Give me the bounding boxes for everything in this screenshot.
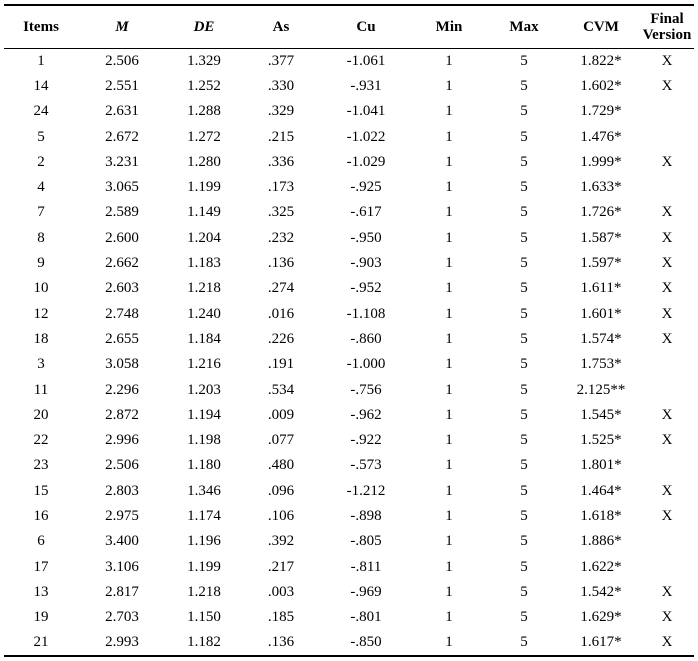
cell-min: 1 [445,204,453,221]
table-row [4,49,694,74]
cell-final-version: X [661,280,673,297]
cell-item: 23 [33,457,49,474]
cell-max: 5 [520,507,528,524]
header-items: Items [23,19,59,35]
cell-max: 5 [520,280,528,297]
cell-mean: 2.296 [105,381,139,398]
cell-kurtosis: -1.061 [346,52,386,69]
cell-kurtosis: -.903 [350,255,382,272]
cell-mean: 3.106 [105,558,139,575]
cell-kurtosis: -.756 [350,381,382,398]
cell-std-dev: 1.288 [187,103,221,120]
table-row [4,529,694,554]
cell-kurtosis: -.922 [350,432,382,449]
cell-item: 10 [33,280,49,297]
cell-max: 5 [520,356,528,373]
cell-item: 18 [33,330,49,347]
cell-max: 5 [520,482,528,499]
cell-mean: 2.975 [105,507,139,524]
cell-kurtosis: -.860 [350,330,382,347]
cell-item: 24 [33,103,49,120]
cell-kurtosis: -1.041 [346,103,386,120]
cell-kurtosis: -.898 [350,507,382,524]
cell-skewness: .330 [267,77,295,94]
statistics-table-container [4,4,694,657]
cell-min: 1 [445,179,453,196]
cell-min: 1 [445,457,453,474]
cell-skewness: .106 [267,507,295,524]
cell-max: 5 [520,229,528,246]
cell-cvm: 1.542* [580,583,622,600]
cell-final-version [640,529,694,554]
cell-skewness: .480 [267,457,295,474]
cell-min: 1 [445,255,453,272]
cell-cvm: 1.587* [580,229,622,246]
cell-std-dev: 1.184 [187,330,221,347]
cell-cvm: 1.622* [580,558,622,575]
cell-min: 1 [445,153,453,170]
cell-cvm: 1.729* [580,103,622,120]
cell-max: 5 [520,406,528,423]
cell-item: 1 [37,52,45,69]
cell-min: 1 [445,52,453,69]
cell-max: 5 [520,77,528,94]
cell-kurtosis: -1.108 [346,305,386,322]
cell-cvm: 1.597* [580,255,622,272]
cell-skewness: .392 [267,533,295,550]
table-row [4,99,694,124]
cell-cvm: 1.753* [580,356,622,373]
cell-item: 6 [37,533,45,550]
cell-skewness: .215 [267,128,295,145]
cell-skewness: .217 [267,558,295,575]
cell-final-version: X [661,432,673,449]
cell-final-version [640,352,694,377]
cell-std-dev: 1.198 [187,432,221,449]
cell-min: 1 [445,128,453,145]
cell-item: 22 [33,432,49,449]
cell-std-dev: 1.199 [187,558,221,575]
cell-mean: 2.672 [105,128,139,145]
table-body [4,49,694,656]
cell-mean: 3.065 [105,179,139,196]
cell-min: 1 [445,77,453,94]
cell-item: 4 [37,179,45,196]
cell-skewness: .185 [267,609,295,626]
header-kurtosis: Cu [356,19,376,35]
table-row [4,377,694,402]
cell-max: 5 [520,153,528,170]
cell-skewness: .329 [267,103,295,120]
cell-skewness: .226 [267,330,295,347]
header-row [4,5,694,49]
cell-cvm: 2.125** [576,381,626,398]
cell-kurtosis: -.805 [350,533,382,550]
cell-min: 1 [445,330,453,347]
cell-final-version: X [661,507,673,524]
cell-std-dev: 1.194 [187,406,221,423]
cell-max: 5 [520,432,528,449]
cell-std-dev: 1.183 [187,255,221,272]
cell-max: 5 [520,179,528,196]
cell-mean: 2.506 [105,52,139,69]
cell-std-dev: 1.150 [187,609,221,626]
cell-max: 5 [520,457,528,474]
table-row [4,327,694,352]
cell-skewness: .009 [267,406,295,423]
cell-final-version [640,554,694,579]
cell-kurtosis: -1.000 [346,356,386,373]
cell-cvm: 1.464* [580,482,622,499]
cell-kurtosis: -1.212 [346,482,386,499]
table-row [4,175,694,200]
cell-max: 5 [520,533,528,550]
cell-mean: 2.803 [105,482,139,499]
cell-skewness: .274 [267,280,295,297]
cell-kurtosis: -.952 [350,280,382,297]
cell-skewness: .077 [267,432,295,449]
cell-mean: 2.872 [105,406,139,423]
cell-min: 1 [445,305,453,322]
cell-final-version: X [661,229,673,246]
header-mean: M [115,19,129,35]
cell-final-version [640,453,694,478]
cell-cvm: 1.545* [580,406,622,423]
cell-cvm: 1.633* [580,179,622,196]
cell-max: 5 [520,633,528,650]
cell-max: 5 [520,103,528,120]
table-row [4,453,694,478]
cell-item: 21 [33,633,49,650]
cell-final-version: X [661,204,673,221]
cell-mean: 3.400 [105,533,139,550]
cell-mean: 2.662 [105,255,139,272]
cell-final-version: X [661,77,673,94]
cell-item: 16 [33,507,49,524]
cell-item: 13 [33,583,49,600]
cell-final-version [640,377,694,402]
header-final-line2: Version [642,27,692,43]
cell-max: 5 [520,381,528,398]
cell-mean: 3.231 [105,153,139,170]
cell-kurtosis: -.969 [350,583,382,600]
cell-max: 5 [520,330,528,347]
cell-mean: 2.996 [105,432,139,449]
cell-min: 1 [445,103,453,120]
cell-std-dev: 1.280 [187,153,221,170]
cell-std-dev: 1.216 [187,356,221,373]
cell-min: 1 [445,280,453,297]
cell-max: 5 [520,204,528,221]
table-row [4,580,694,605]
cell-item: 5 [37,128,45,145]
cell-skewness: .191 [267,356,295,373]
cell-std-dev: 1.240 [187,305,221,322]
cell-item: 19 [33,609,49,626]
cell-final-version: X [661,609,673,626]
cell-cvm: 1.999* [580,153,622,170]
cell-mean: 2.655 [105,330,139,347]
cell-mean: 2.600 [105,229,139,246]
cell-final-version: X [661,583,673,600]
cell-item: 15 [33,482,49,499]
table-row [4,554,694,579]
cell-min: 1 [445,507,453,524]
cell-cvm: 1.602* [580,77,622,94]
cell-std-dev: 1.149 [187,204,221,221]
table-row [4,124,694,149]
cell-std-dev: 1.203 [187,381,221,398]
cell-min: 1 [445,229,453,246]
cell-cvm: 1.476* [580,128,622,145]
cell-std-dev: 1.174 [187,507,221,524]
cell-final-version [640,99,694,124]
cell-kurtosis: -.962 [350,406,382,423]
cell-kurtosis: -.931 [350,77,382,94]
header-final-line1: Final [650,11,684,27]
cell-mean: 2.603 [105,280,139,297]
cell-max: 5 [520,609,528,626]
cell-skewness: .136 [267,255,295,272]
cell-skewness: .173 [267,179,295,196]
cell-std-dev: 1.252 [187,77,221,94]
header-cvm: CVM [583,19,619,35]
cell-min: 1 [445,633,453,650]
cell-final-version: X [661,255,673,272]
cell-mean: 2.506 [105,457,139,474]
table-row [4,150,694,175]
cell-item: 2 [37,153,45,170]
cell-mean: 2.748 [105,305,139,322]
cell-kurtosis: -.617 [350,204,382,221]
cell-mean: 3.058 [105,356,139,373]
cell-final-version: X [661,633,673,650]
cell-skewness: .534 [267,381,295,398]
cell-min: 1 [445,558,453,575]
cell-kurtosis: -1.029 [346,153,386,170]
cell-skewness: .096 [267,482,295,499]
cell-cvm: 1.618* [580,507,622,524]
cell-kurtosis: -.850 [350,633,382,650]
cell-final-version: X [661,330,673,347]
cell-std-dev: 1.218 [187,280,221,297]
cell-std-dev: 1.218 [187,583,221,600]
cell-mean: 2.631 [105,103,139,120]
table-row [4,630,694,655]
cell-std-dev: 1.204 [187,229,221,246]
table-row [4,276,694,301]
header-std-dev: DE [193,19,215,35]
cell-min: 1 [445,381,453,398]
cell-min: 1 [445,356,453,373]
table-row [4,200,694,225]
table-row [4,251,694,276]
cell-std-dev: 1.196 [187,533,221,550]
cell-max: 5 [520,128,528,145]
cell-mean: 2.551 [105,77,139,94]
table-row [4,428,694,453]
cell-final-version: X [661,305,673,322]
cell-item: 8 [37,229,45,246]
cell-std-dev: 1.329 [187,52,221,69]
cell-item: 20 [33,406,49,423]
cell-final-version [640,124,694,149]
cell-min: 1 [445,432,453,449]
cell-skewness: .003 [267,583,295,600]
cell-skewness: .016 [267,305,295,322]
cell-max: 5 [520,558,528,575]
table-header [4,5,694,49]
cell-max: 5 [520,255,528,272]
cell-min: 1 [445,609,453,626]
cell-skewness: .325 [267,204,295,221]
cell-item: 11 [33,381,49,398]
cell-max: 5 [520,583,528,600]
cell-kurtosis: -1.022 [346,128,386,145]
cell-cvm: 1.574* [580,330,622,347]
header-final-version [640,5,694,49]
header-min: Min [435,19,463,35]
cell-mean: 2.703 [105,609,139,626]
cell-skewness: .136 [267,633,295,650]
cell-skewness: .377 [267,52,295,69]
cell-cvm: 1.611* [580,280,622,297]
cell-kurtosis: -.925 [350,179,382,196]
cell-min: 1 [445,533,453,550]
table-row [4,301,694,326]
cell-item: 9 [37,255,45,272]
cell-final-version: X [661,52,673,69]
header-max: Max [509,19,539,35]
cell-min: 1 [445,583,453,600]
cell-item: 12 [33,305,49,322]
cell-max: 5 [520,52,528,69]
table-row [4,605,694,630]
cell-cvm: 1.801* [580,457,622,474]
cell-final-version: X [661,482,673,499]
table-row [4,226,694,251]
cell-cvm: 1.822* [580,52,622,69]
item-statistics-table [4,4,694,657]
cell-final-version: X [661,153,673,170]
cell-item: 14 [33,77,49,94]
cell-std-dev: 1.346 [187,482,221,499]
cell-kurtosis: -.573 [350,457,382,474]
cell-mean: 2.993 [105,633,139,650]
cell-kurtosis: -.801 [350,609,382,626]
cell-kurtosis: -.811 [350,558,382,575]
cell-item: 7 [37,204,45,221]
cell-cvm: 1.525* [580,432,622,449]
cell-std-dev: 1.180 [187,457,221,474]
cell-min: 1 [445,482,453,499]
table-row [4,479,694,504]
cell-mean: 2.589 [105,204,139,221]
header-skewness: As [272,19,290,35]
cell-skewness: .232 [267,229,295,246]
cell-std-dev: 1.272 [187,128,221,145]
cell-max: 5 [520,305,528,322]
cell-cvm: 1.629* [580,609,622,626]
table-row [4,352,694,377]
cell-cvm: 1.601* [580,305,622,322]
cell-skewness: .336 [267,153,295,170]
table-row [4,403,694,428]
cell-cvm: 1.726* [580,204,622,221]
cell-std-dev: 1.182 [187,633,221,650]
cell-item: 17 [33,558,49,575]
cell-mean: 2.817 [105,583,139,600]
cell-final-version [640,175,694,200]
table-row [4,504,694,529]
cell-final-version: X [661,406,673,423]
table-row [4,74,694,99]
cell-cvm: 1.886* [580,533,622,550]
cell-item: 3 [37,356,45,373]
cell-min: 1 [445,406,453,423]
cell-std-dev: 1.199 [187,179,221,196]
cell-cvm: 1.617* [580,633,622,650]
cell-kurtosis: -.950 [350,229,382,246]
